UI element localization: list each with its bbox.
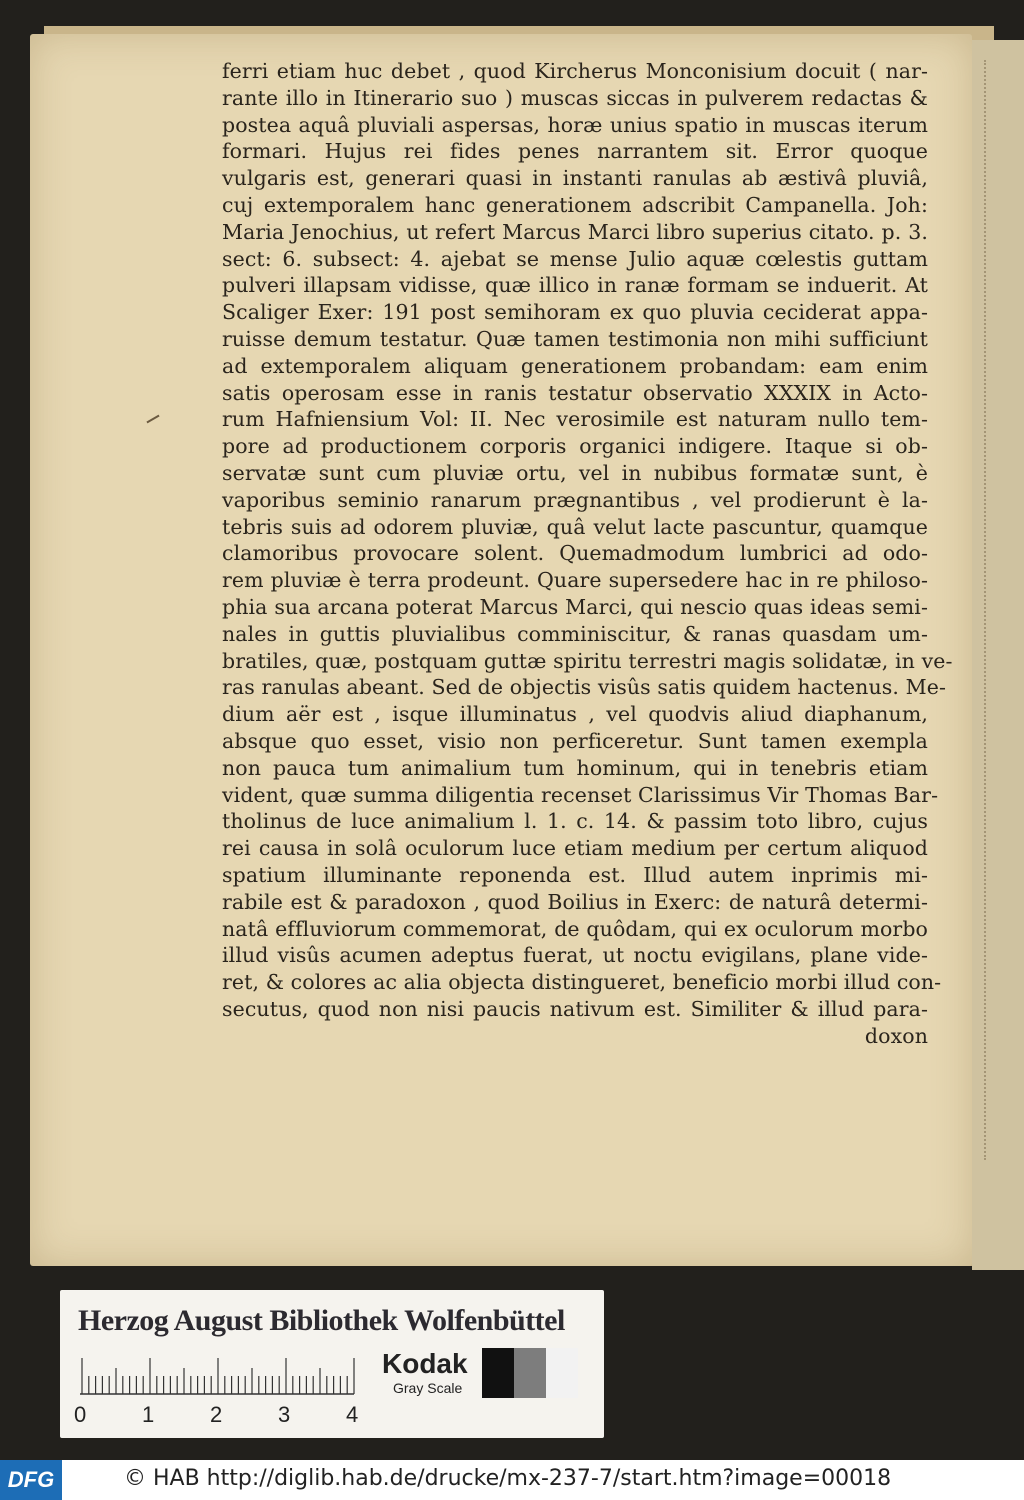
text-line: clamoribus provocare solent. Quemadmodum lumbrici ad odo- (222, 541, 928, 566)
ruler-label-4: 4 (346, 1402, 359, 1427)
ruler-label-2: 2 (210, 1402, 223, 1427)
library-name: Herzog August Bibliothek Wolfenbüttel (78, 1304, 565, 1337)
text-line: rum Hafniensium Vol: II. Nec verosimile est naturam nullo tem- (222, 407, 928, 432)
copyright-link[interactable]: © HAB http://diglib.hab.de/drucke/mx-237-7/start.htm?image=00018 (124, 1466, 892, 1491)
kodak-brand: Kodak (382, 1348, 468, 1379)
page-text (222, 58, 953, 1049)
text-line: nales in guttis pluvialibus comminiscitur, & ranas quasdam um- (222, 621, 928, 646)
catchword: doxon (864, 1023, 928, 1048)
text-line: dium aër est , isque illuminatus , vel quodvis aliud diaphanum, (222, 702, 928, 727)
text-line: bratiles, quæ, postquam guttæ spiritu terrestri magis solidatæ, in ve- (222, 648, 953, 673)
text-line: rante illo in Itinerario suo ) muscas siccas in pulverem redactas & (222, 85, 928, 110)
text-line: pore ad productionem corporis organici indigere. Itaque si ob- (222, 434, 928, 459)
text-line: vident, quæ summa diligentia recenset Clarissimus Vir Thomas Bar- (222, 782, 939, 807)
text-line: ferri etiam huc debet , quod Kircherus Monconisium docuit ( nar- (222, 59, 928, 83)
footer-bar (0, 1460, 1024, 1500)
text-line: absque quo esset, visio non perficeretur. Sunt tamen exempla (222, 728, 928, 753)
text-line: ruisse demum testatur. Quæ tamen testimonia non mihi sufficiunt (222, 326, 928, 351)
text-line: rei causa in solâ oculorum luce etiam medium per certum aliquod (222, 836, 928, 861)
text-line: tebris suis ad odorem pluviæ, quâ velut lacte pascuntur, quamque (222, 514, 928, 539)
text-line: vulgaris est, generari quasi in instanti ranulas ab æstivâ pluviâ, (222, 166, 928, 191)
page-edge-marks (984, 60, 988, 1160)
text-line: satis operosam esse in ranis testatur observatio XXXIX in Acto- (222, 380, 928, 405)
color-target-card (60, 1290, 604, 1438)
text-line: servatæ sunt cum pluviæ ortu, vel in nubibus formatæ sunt, è (222, 460, 928, 485)
text-line: non pauca tum animalium tum hominum, qui in tenebris etiam (222, 755, 928, 780)
text-line: rem pluviæ è terra prodeunt. Quare supersedere hac in re philoso- (222, 568, 928, 593)
ruler-scale (78, 1354, 378, 1398)
gray-scale-label: Gray Scale (393, 1380, 463, 1396)
text-line: ras ranulas abeant. Sed de objectis visûs satis quidem hactenus. Me- (222, 675, 946, 700)
text-line: natâ effluviorum commemorat, de quôdam, qui ex oculorum morbo (222, 916, 928, 941)
text-line: pulveri illapsam vidisse, quæ illico in ranæ formam se induerit. At (222, 273, 928, 298)
dfg-logo[interactable]: DFG (0, 1460, 62, 1500)
ruler-label-1: 1 (142, 1402, 155, 1427)
text-line: ret, & colores ac alia objecta distingueret, beneficio morbi illud con- (222, 970, 942, 995)
text-line: cuj extemporalem hanc generationem adscribit Campanella. Joh: (222, 192, 928, 217)
text-line: vaporibus seminio ranarum prægnantibus , vel prodierunt è la- (222, 487, 928, 512)
ruler-label-3: 3 (278, 1402, 291, 1427)
text-line: secutus, quod non nisi paucis nativum est. Similiter & illud para- (222, 996, 928, 1021)
gray-patch-black (482, 1348, 514, 1398)
text-line: illud visûs acumen adeptus fuerat, ut noctu evigilans, plane vide- (222, 943, 928, 968)
text-line: spatium illuminante reponenda est. Illud autem inprimis mi- (222, 862, 928, 887)
text-line: rabile est & paradoxon , quod Boilius in Exerc: de naturâ determi- (222, 889, 928, 914)
gray-patch-mid (514, 1348, 546, 1398)
text-line: tholinus de luce animalium l. 1. c. 14. & passim toto libro, cujus (222, 809, 928, 834)
text-line: phia sua arcana poterat Marcus Marci, qui nescio quas ideas semi- (222, 594, 928, 619)
text-line: ad extemporalem aliquam generationem probandam: eam enim (222, 353, 928, 378)
facing-page-edge (972, 40, 1024, 1270)
text-line: Scaliger Exer: 191 post semihoram ex quo pluvia ceciderat appa- (222, 300, 928, 325)
text-line: sect: 6. subsect: 4. ajebat se mense Julio aquæ cœlestis guttam (222, 246, 928, 271)
text-line: Maria Jenochius, ut refert Marcus Marci libro superius citato. p. 3. (222, 219, 928, 244)
gray-patch-white (546, 1348, 578, 1398)
text-line: postea aquâ pluviali aspersas, horæ unius spatio in muscas iterum (222, 112, 928, 137)
text-line: formari. Hujus rei fides penes narrantem sit. Error quoque (222, 139, 928, 164)
ruler-label-0: 0 (74, 1402, 87, 1427)
